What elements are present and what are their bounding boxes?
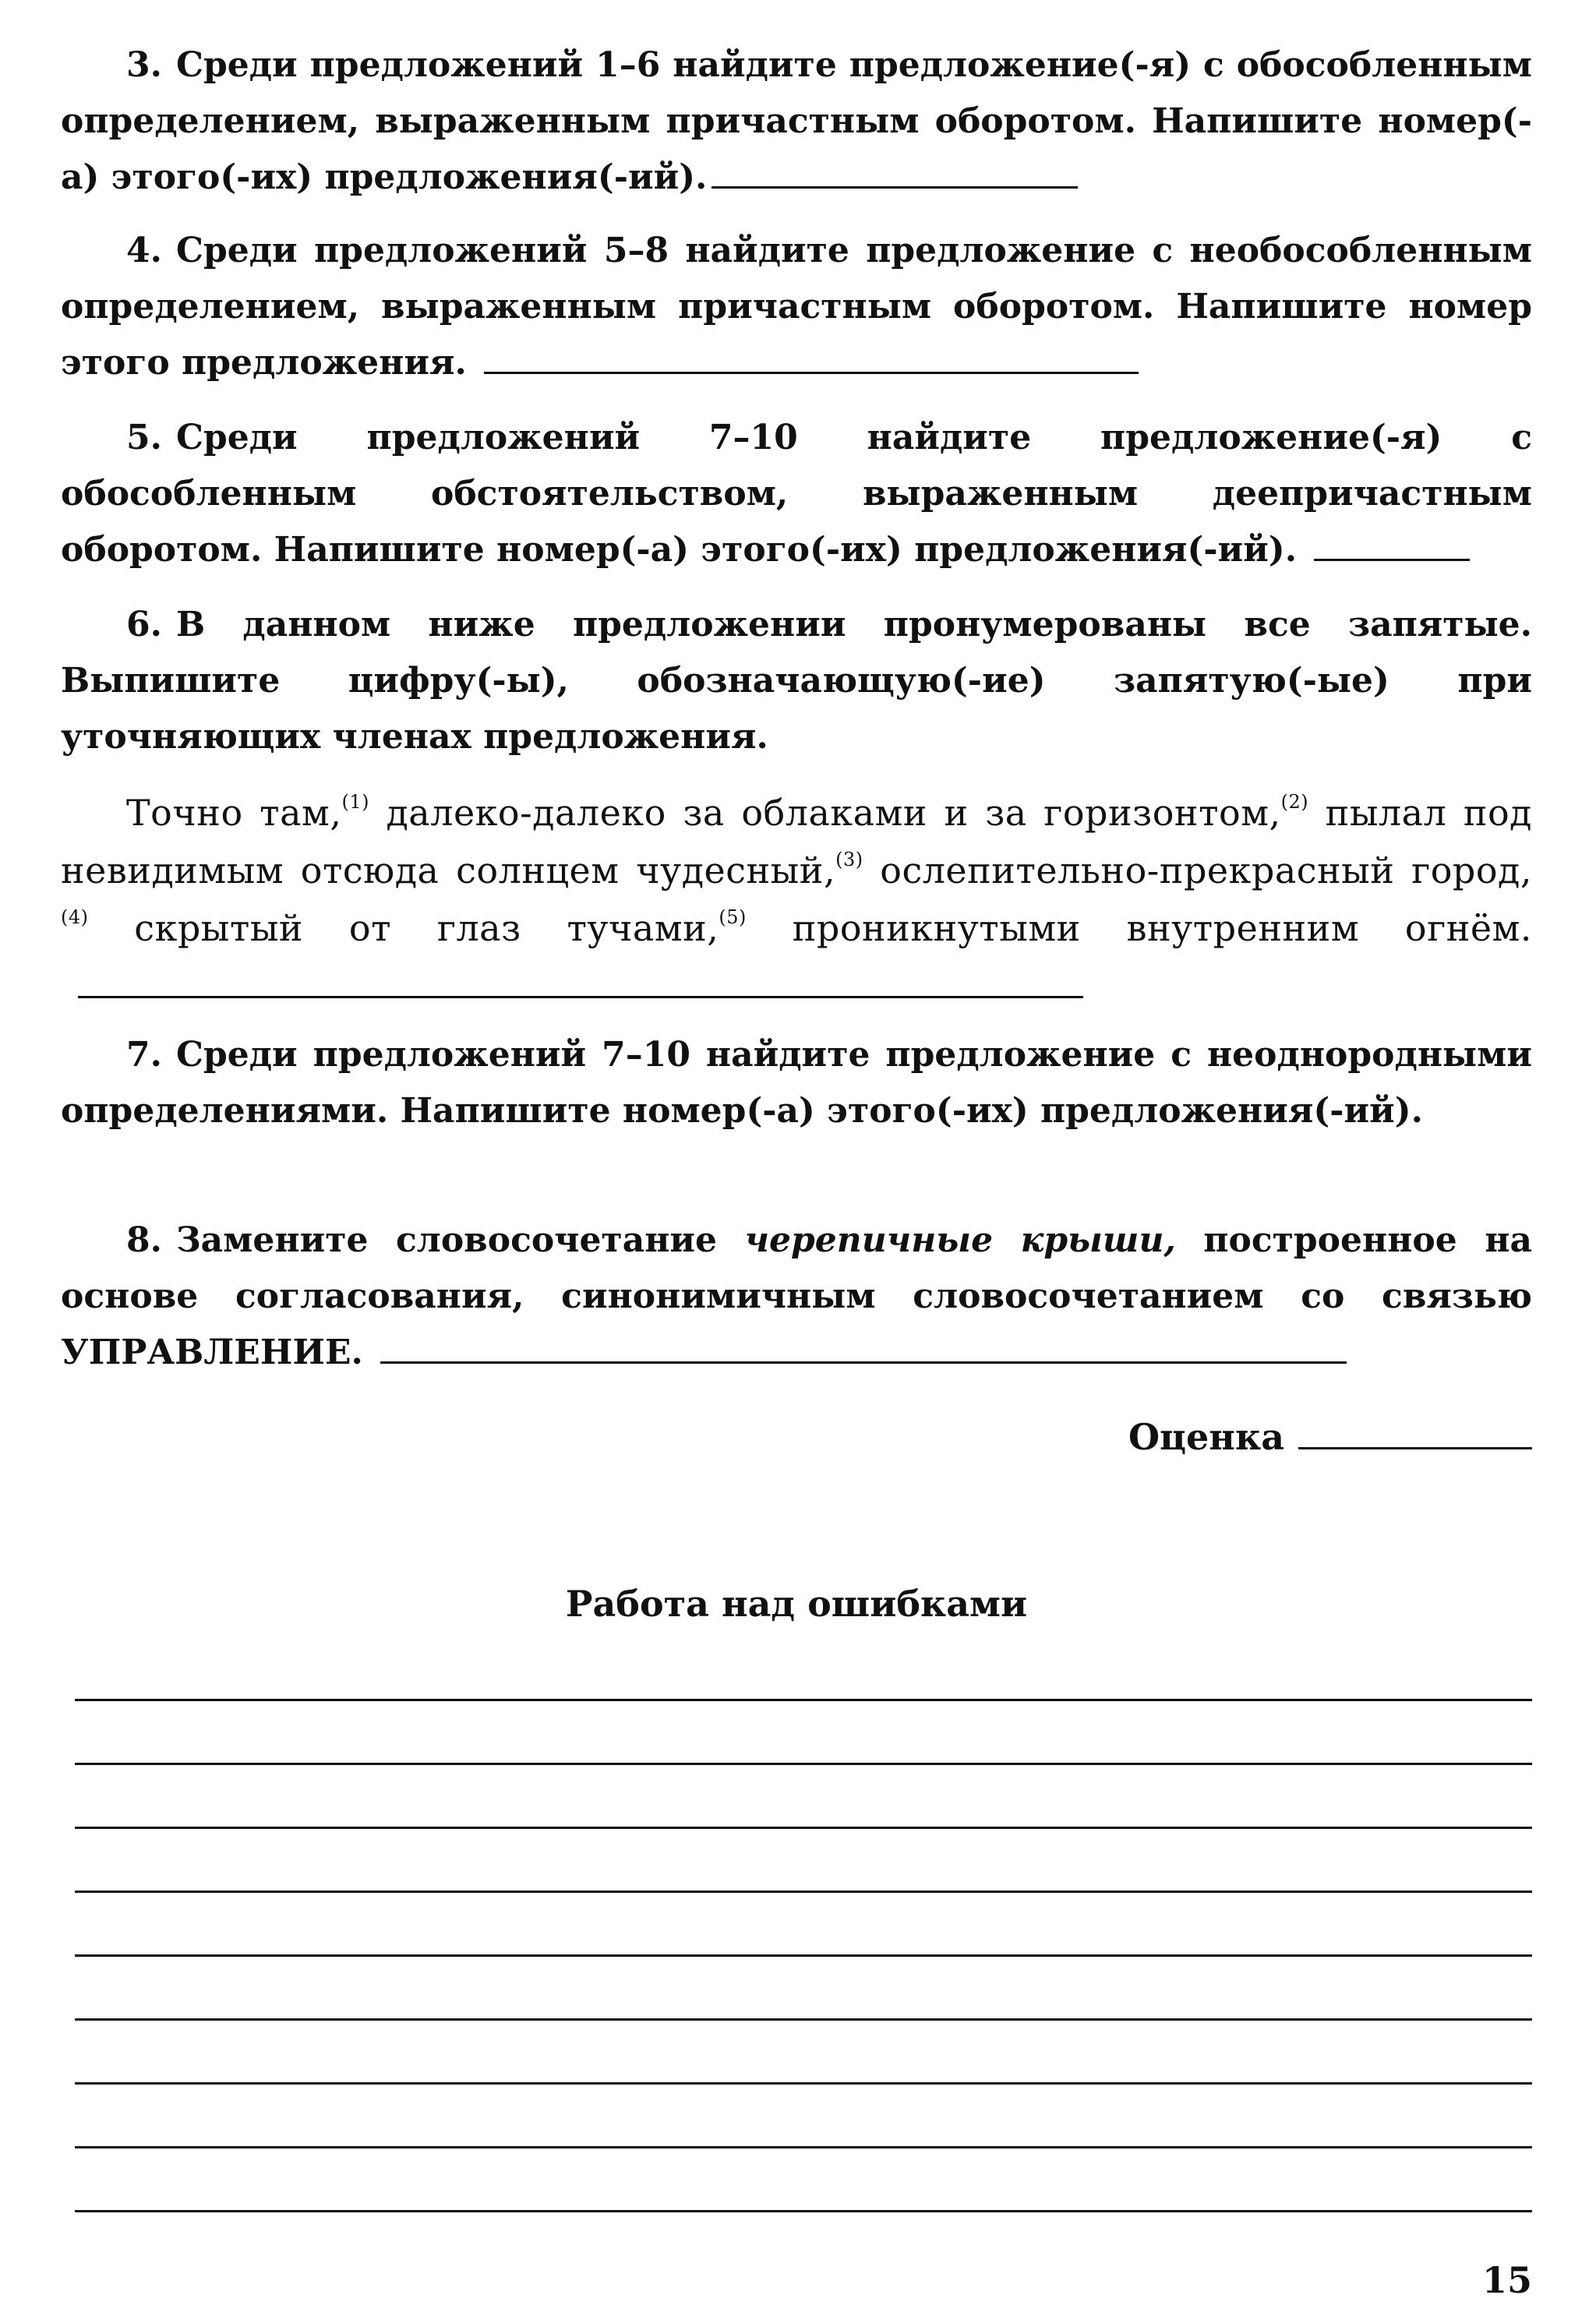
comma-number: (1) <box>341 791 369 813</box>
quote-part: проникнутыми внутренним огнём. <box>746 907 1532 949</box>
comma-number: (4) <box>61 906 89 928</box>
task-8 <box>61 1213 1532 1381</box>
task-6 <box>61 597 1532 765</box>
writing-line[interactable] <box>75 2018 1532 2021</box>
grade <box>1128 1409 1532 1465</box>
writing-line[interactable] <box>75 1954 1532 1957</box>
comma-number: (2) <box>1280 791 1309 813</box>
answer-line[interactable] <box>78 962 1083 998</box>
task-number: 5. <box>126 418 162 457</box>
comma-number: (3) <box>835 849 863 870</box>
task-4 <box>61 223 1532 391</box>
writing-line[interactable] <box>75 2210 1532 2212</box>
task-text: В данном ниже предложении пронумерованы все запятые. Выпишите цифру(-ы), обозначающую(-ие) запятую(-ые) при уточняющих членах предложения. <box>61 605 1532 757</box>
writing-line[interactable] <box>75 2146 1532 2148</box>
writing-line[interactable] <box>75 2082 1532 2085</box>
answer-line[interactable] <box>484 337 1139 374</box>
work-on-errors-title: Работа над ошибками <box>565 1583 1028 1625</box>
comma-number: (5) <box>719 906 747 928</box>
quote-part: далеко-далеко за облаками и за горизонтом, <box>369 792 1281 834</box>
task-number: 6. <box>126 605 162 644</box>
writing-line[interactable] <box>75 1699 1532 1701</box>
page-number: 15 <box>1481 2259 1532 2301</box>
task-7 <box>61 1027 1532 1139</box>
answer-line[interactable] <box>711 152 1078 189</box>
grade-line[interactable] <box>1298 1413 1532 1449</box>
quote-part: скрытый от глаз тучами, <box>88 907 719 949</box>
task-number: 7. <box>126 1035 162 1075</box>
answer-line[interactable] <box>1314 524 1470 561</box>
task-3 <box>61 37 1532 206</box>
task-number: 3. <box>126 45 162 85</box>
task-text: Среди предложений 7–10 найдите предложение с неоднородными определениями. Напишите номер(-а) этого(-их) предложения(-ий). <box>61 1035 1532 1131</box>
task-text: Среди предложений 1–6 найдите предложение(-я) с обособленным определением, выраженным причастным оборотом. Напишите номер(-а) этого(-их) предложения(-ий). <box>61 45 1532 197</box>
answer-line[interactable] <box>380 1327 1347 1364</box>
task-text: Среди предложений 7–10 найдите предложение(-я) с обособленным обстоятельством, выраженным деепричастным оборотом. Напишите номер(-а) этого(-их) предложения(-ий). <box>61 418 1532 570</box>
task-text: Среди предложений 5–8 найдите предложение с необособленным определением, выраженным причастным оборотом. Напишите номер этого предложения. <box>61 231 1532 383</box>
task-number: 4. <box>126 231 162 270</box>
task-number: 8. <box>126 1220 162 1260</box>
task-5 <box>61 410 1532 578</box>
task-text: Замените словосочетание <box>175 1220 745 1260</box>
quote-part: пылал под невидимым отсюда солнцем чудесный, <box>61 792 1533 891</box>
task-phrase: черепичные крыши, <box>744 1220 1176 1260</box>
writing-line[interactable] <box>75 1763 1532 1765</box>
writing-line[interactable] <box>75 1891 1532 1893</box>
writing-line[interactable] <box>75 1827 1532 1829</box>
quote-part: Точно там, <box>126 792 342 834</box>
quote-part: ослепительно-прекрасный город, <box>863 849 1532 891</box>
task-6-quote <box>61 784 1532 1015</box>
grade-label: Оценка <box>1128 1416 1284 1458</box>
task-text: построенное на основе согласования, синонимичным словосочетанием со связью УПРАВЛЕНИЕ. <box>61 1220 1533 1372</box>
